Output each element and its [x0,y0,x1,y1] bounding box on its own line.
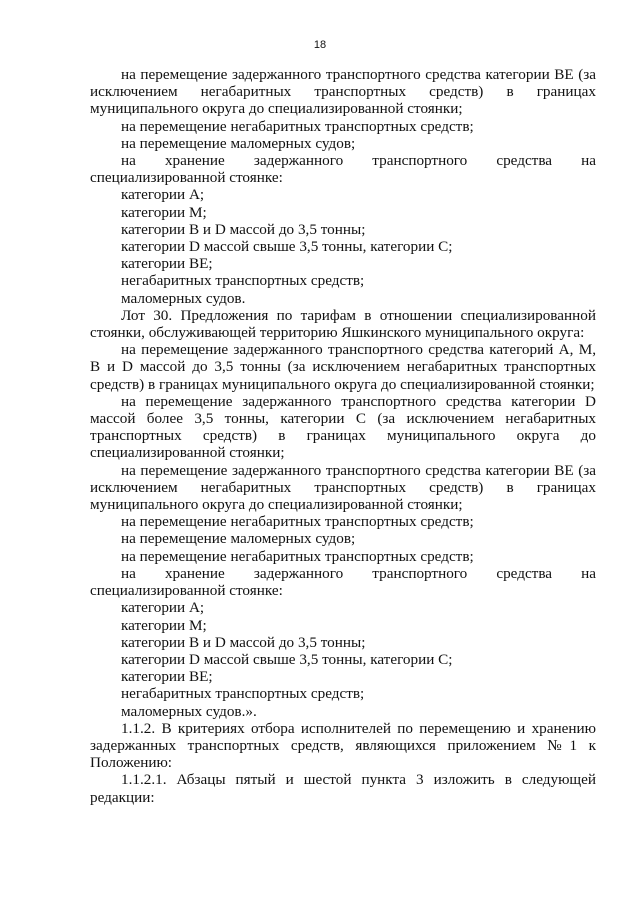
document-body [90,66,596,806]
paragraph: негабаритных транспортных средств; [121,685,365,703]
paragraph: категории М; [121,616,207,634]
paragraph: категории ВЕ; [121,668,213,686]
paragraph: 1.1.2.1. Абзацы пятый и шестой пункта 3 изложить в следующей редакции: [90,771,596,806]
paragraph: на перемещение задержанного транспортного средства категории D массой более 3,5 тонны, категории С (за исключением негабаритных транспортных средств) в границах муниципального округа до специализированной стоянки; [90,392,596,462]
page-number: 18 [313,39,327,51]
paragraph: категории А; [121,186,205,204]
paragraph: на перемещение задержанного транспортного средства категории ВЕ (за исключением негабаритных транспортных средств) в границах муниципального округа до специализированной стоянки; [90,461,596,514]
paragraph: категории В и D массой до 3,5 тонны; [121,633,366,651]
paragraph: на перемещение маломерных судов; [121,134,356,152]
paragraph: на хранение задержанного транспортного средства на специализированной стоянке: [90,564,596,600]
paragraph: категории D массой свыше 3,5 тонны, категории С; [121,238,453,256]
paragraph: на перемещение негабаритных транспортных средств; [121,547,474,565]
paragraph: на перемещение задержанного транспортного средства категорий А, М, В и D массой до 3,5 тонны (за исключением негабаритных транспортных средств) в границах муниципального округа до специализированной стоянки; [90,341,596,393]
paragraph: на перемещение задержанного транспортного средства категории ВЕ (за исключением негабаритных транспортных средств) в границах муниципального округа до специализированной стоянки; [90,66,596,118]
paragraph: на перемещение маломерных судов; [121,530,356,548]
paragraph: категории А; [121,599,205,617]
paragraph: категории D массой свыше 3,5 тонны, категории С; [121,650,453,668]
lot-heading-paragraph: Лот 30. Предложения по тарифам в отношении специализированной стоянки, обслуживающей территорию Яшкинского муниципального округа: [90,306,596,342]
paragraph: категории М; [121,203,207,221]
paragraph: категории В и D массой до 3,5 тонны; [121,220,366,238]
paragraph: 1.1.2. В критериях отбора исполнителей по перемещению и хранению задержанных транспортных средств, являющихся приложением №1 к Положению: [90,719,596,772]
paragraph: категории ВЕ; [121,255,213,273]
paragraph: на перемещение негабаритных транспортных средств; [121,117,474,135]
paragraph: на хранение задержанного транспортного средства на специализированной стоянке: [90,152,596,187]
paragraph: негабаритных транспортных средств; [121,272,365,290]
paragraph: маломерных судов.». [121,702,257,720]
paragraph: маломерных судов. [121,289,246,307]
paragraph: на перемещение негабаритных транспортных средств; [121,513,474,531]
